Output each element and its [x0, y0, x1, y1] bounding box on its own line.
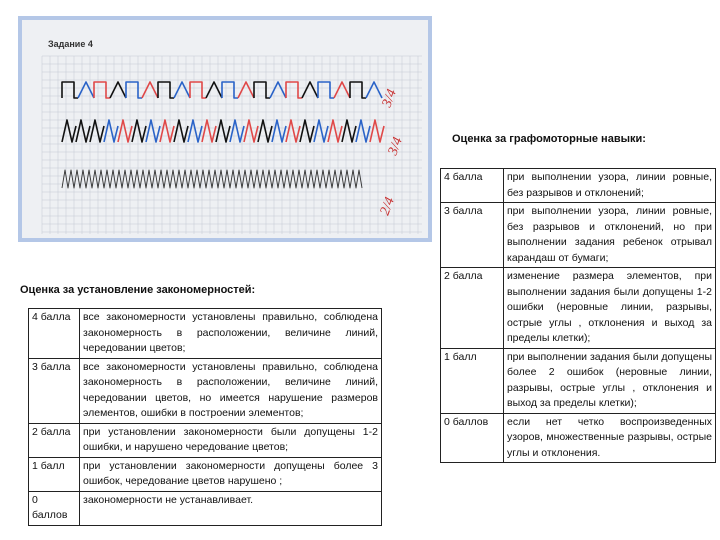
criteria-cell: изменение размера элементов, при выполнении задания были допущены 1-2 ошибки (неровные линии, разрывы, острые углы , отклонения и выход за пределы клетки);	[504, 268, 716, 349]
table-row	[441, 413, 716, 463]
motor-skills-table	[440, 168, 716, 463]
table-row	[29, 309, 382, 359]
table-row	[441, 348, 716, 413]
score-cell: 4 балла	[441, 169, 504, 203]
table-row	[441, 268, 716, 349]
score-cell: 2 балла	[441, 268, 504, 349]
score-cell: 1 балл	[441, 348, 504, 413]
criteria-cell: если нет четко воспроизведенных узоров, множественные разрывы, острые углы и отклонения.	[504, 413, 716, 463]
criteria-cell: закономерности не устанавливает.	[80, 491, 382, 525]
task-label: Задание 4	[48, 39, 93, 49]
score-cell: 0 баллов	[29, 491, 80, 525]
pattern-recognition-table	[28, 308, 382, 526]
table-row	[441, 203, 716, 268]
criteria-cell: при установлении закономерности были допущены 1-2 ошибки, и нарушено чередование цветов;	[80, 423, 382, 457]
criteria-cell: при выполнении узора, линии ровные, без разрывов и отклонений, но при выполнении задания ребенок отрывал карандаш от бумаги;	[504, 203, 716, 268]
criteria-cell: все закономерности установлены правильно, соблюдена закономерность в расположении, величине линий, чередовании цветов, но имеется нарушение размеров элементов, ошибки в построении элементов;	[80, 358, 382, 423]
table-row	[29, 491, 382, 525]
pattern-recognition-heading: Оценка за установление закономерностей:	[20, 284, 256, 296]
grade-mark-row-3: 2/4	[377, 195, 398, 218]
criteria-cell: при выполнении узора, линии ровные, без разрывов и отклонений;	[504, 169, 716, 203]
worksheet-photo	[18, 16, 432, 242]
score-cell: 2 балла	[29, 423, 80, 457]
table-row	[441, 169, 716, 203]
motor-skills-heading: Оценка за графомоторные навыки:	[452, 133, 646, 145]
table-row	[29, 457, 382, 491]
score-cell: 3 балла	[441, 203, 504, 268]
criteria-cell: все закономерности установлены правильно, соблюдена закономерность в расположении, величине линий, чередовании цветов;	[80, 309, 382, 359]
grade-mark-row-2: 3/4	[385, 135, 406, 158]
table-row	[29, 423, 382, 457]
criteria-cell: при установлении закономерности допущены более 3 ошибок, чередование цветов нарушено ;	[80, 457, 382, 491]
criteria-cell: при выполнении задания были допущены более 2 ошибок (неровные линии, разрывы, острые углы , отклонения и выход за пределы клетки);	[504, 348, 716, 413]
score-cell: 1 балл	[29, 457, 80, 491]
grade-mark-row-1: 3/4	[379, 87, 400, 110]
score-cell: 0 баллов	[441, 413, 504, 463]
table-row	[29, 358, 382, 423]
score-cell: 4 балла	[29, 309, 80, 359]
score-cell: 3 балла	[29, 358, 80, 423]
